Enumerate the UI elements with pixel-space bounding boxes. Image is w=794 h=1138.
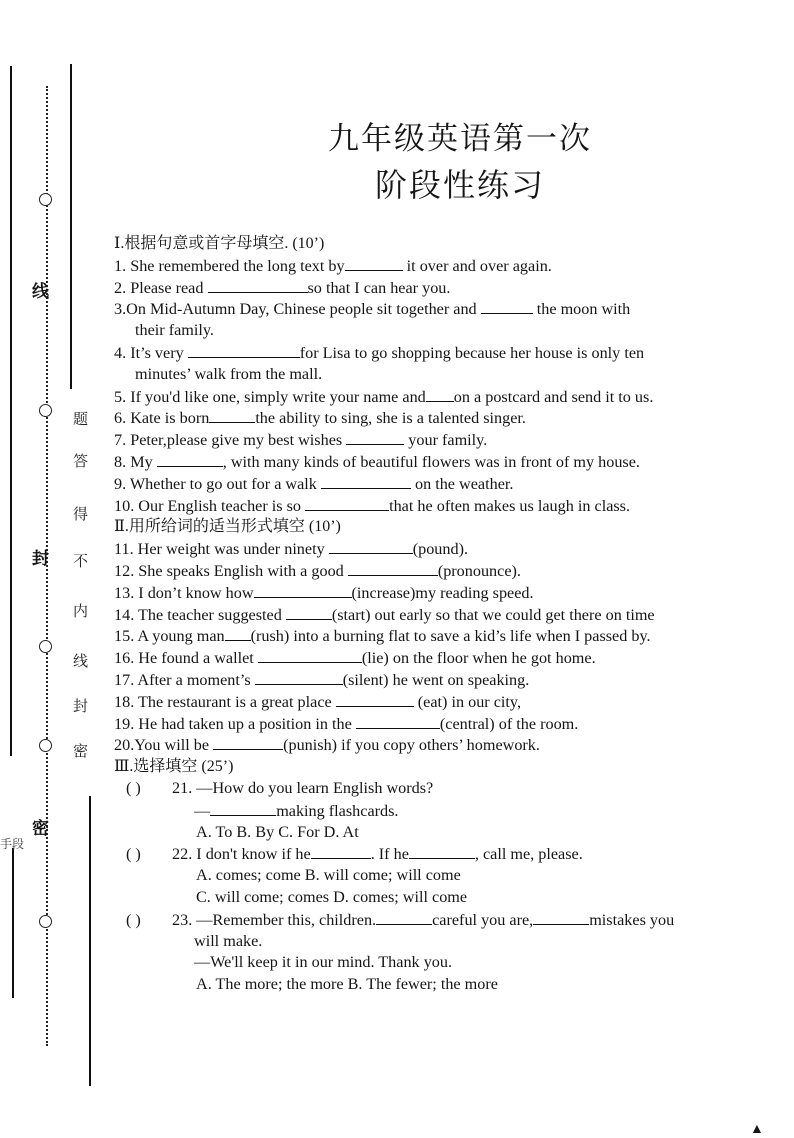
- question-line: [114, 778, 794, 800]
- question-text: careful you are,: [432, 910, 534, 929]
- question-text: —We'll keep it in our mind. Thank you.: [194, 953, 453, 972]
- answer-bracket[interactable]: ( ): [126, 778, 141, 797]
- answer-blank[interactable]: [321, 473, 411, 489]
- answer-blank[interactable]: [533, 909, 589, 925]
- answer-blank[interactable]: [208, 277, 308, 293]
- question-text: the moon with: [532, 300, 631, 319]
- question-text: that he often makes us laugh in class.: [389, 496, 631, 515]
- binding-hole: [39, 739, 52, 752]
- exam-content: [114, 233, 794, 996]
- answer-blank[interactable]: [305, 495, 389, 511]
- question-continuation: [114, 952, 794, 974]
- question-text: 1. She remembered the long text by: [114, 256, 345, 275]
- question-line: [114, 734, 794, 756]
- question-line: [114, 386, 794, 408]
- answer-blank[interactable]: [286, 604, 332, 620]
- question-text: 3.On Mid-Autumn Day, Chinese people sit together and: [114, 300, 481, 319]
- question-text: (pound).: [412, 540, 469, 559]
- question-text: (pronounce).: [437, 561, 521, 580]
- question-text: A. comes; come B. will come; will come: [196, 866, 461, 885]
- answer-blank[interactable]: [157, 451, 223, 467]
- answer-blank[interactable]: [348, 560, 438, 576]
- question-line: [114, 560, 794, 582]
- margin-inner-line-lower: [89, 796, 91, 1086]
- binding-margin: [0, 0, 100, 1134]
- answer-blank[interactable]: [255, 669, 343, 685]
- answer-blank[interactable]: [409, 843, 475, 859]
- binding-hole: [39, 640, 52, 653]
- margin-note-char: 不: [73, 554, 89, 570]
- exam-title-line2: 阶段性练习: [374, 167, 545, 203]
- question-text: 16. He found a wallet: [114, 649, 258, 668]
- question-text: will make.: [194, 931, 263, 950]
- question-text: A. The more; the more B. The fewer; the more: [196, 975, 498, 994]
- margin-outer-line-lower: [12, 848, 14, 998]
- question-text: , with many kinds of beautiful flowers was in front of my house.: [222, 452, 640, 471]
- margin-note-char: 线: [73, 654, 89, 670]
- margin-note-char: 答: [73, 454, 89, 470]
- question-text: for Lisa to go shopping because her house is only ten: [299, 343, 645, 362]
- margin-note-char: 题: [73, 412, 89, 428]
- question-text: , call me, please.: [474, 845, 583, 864]
- question-line: [114, 451, 794, 473]
- question-text: C. will come; comes D. comes; will come: [196, 887, 468, 906]
- question-text: 8. My: [114, 452, 157, 471]
- question-text: . If he: [370, 845, 409, 864]
- answer-blank[interactable]: [210, 800, 276, 816]
- question-continuation: [114, 800, 794, 822]
- question-text: 17. After a moment’s: [114, 670, 255, 689]
- answer-blank[interactable]: [213, 734, 283, 750]
- binding-hole: [39, 404, 52, 417]
- binding-hole: [39, 915, 52, 928]
- question-continuation: [114, 887, 794, 909]
- question-text: 7. Peter,please give my best wishes: [114, 431, 347, 450]
- question-line: [114, 604, 794, 626]
- question-text: 6. Kate is born: [114, 409, 210, 428]
- question-text: mistakes you: [589, 910, 675, 929]
- question-text: their family.: [135, 321, 214, 340]
- question-text: on the weather.: [410, 474, 514, 493]
- question-text: 10. Our English teacher is so: [114, 496, 306, 515]
- answer-blank[interactable]: [346, 429, 404, 445]
- question-text: —: [194, 801, 211, 820]
- section-heading: Ⅰ.根据句意或首字母填空. (10’): [114, 235, 325, 252]
- question-text: 23. —Remember this, children.: [172, 910, 377, 929]
- question-text: 12. She speaks English with a good: [114, 561, 348, 580]
- question-line: [114, 277, 794, 299]
- question-text: your family.: [404, 431, 488, 450]
- question-line: [114, 909, 794, 931]
- question-text: 18. The restaurant is a great place: [114, 692, 336, 711]
- question-line: [114, 407, 794, 429]
- question-text: (eat) in our city,: [413, 692, 522, 711]
- question-line: [114, 582, 794, 604]
- answer-blank[interactable]: [258, 647, 362, 663]
- question-text: 2. Please read: [114, 278, 208, 297]
- margin-note-char: 密: [73, 744, 89, 760]
- question-continuation: [114, 822, 794, 844]
- question-text: it over and over again.: [402, 256, 552, 275]
- question-line: [114, 713, 794, 735]
- answer-blank[interactable]: [356, 713, 440, 729]
- question-text: 21. —How do you learn English words?: [172, 778, 434, 797]
- margin-note-char: 内: [73, 604, 89, 620]
- question-text: 9. Whether to go out for a walk: [114, 474, 321, 493]
- question-line: [114, 538, 794, 560]
- question-continuation: [114, 974, 794, 996]
- answer-blank[interactable]: [254, 582, 352, 598]
- footer-mark: ▲: [750, 1122, 764, 1137]
- question-line: [114, 473, 794, 495]
- question-text: 5. If you'd like one, simply write your name and: [114, 387, 426, 406]
- question-text: 11. Her weight was under ninety: [114, 540, 329, 559]
- question-line: [114, 298, 794, 320]
- question-line: [114, 255, 794, 277]
- question-text: making flashcards.: [276, 801, 399, 820]
- exam-title-line1: 九年级英语第一次: [328, 121, 592, 156]
- question-continuation: [114, 931, 794, 953]
- answer-blank[interactable]: [209, 407, 255, 423]
- section-heading: Ⅲ.选择填空 (25’): [114, 758, 234, 776]
- answer-blank[interactable]: [481, 298, 533, 314]
- question-line: [114, 495, 794, 517]
- binding-hole: [39, 193, 52, 206]
- answer-blank[interactable]: [345, 255, 403, 271]
- question-continuation: [114, 865, 794, 887]
- question-line: [114, 429, 794, 451]
- question-text: (central) of the room.: [439, 714, 579, 733]
- question-line: [114, 691, 794, 713]
- section-heading: Ⅱ.用所给词的适当形式填空 (10’): [114, 518, 341, 536]
- question-line: [114, 669, 794, 691]
- question-text: (lie) on the floor when he got home.: [361, 649, 596, 668]
- answer-bracket[interactable]: ( ): [126, 910, 141, 929]
- answer-bracket[interactable]: ( ): [126, 845, 141, 864]
- question-text: 22. I don't know if he: [172, 845, 311, 864]
- margin-outer-line: [10, 66, 12, 756]
- question-text: (increase)my reading speed.: [351, 583, 534, 602]
- margin-edge-text: 手段: [0, 837, 25, 851]
- answer-blank[interactable]: [329, 538, 413, 554]
- question-text: 13. I don’t know how: [114, 583, 254, 602]
- answer-blank[interactable]: [188, 342, 300, 358]
- question-text: minutes’ walk from the mall.: [135, 364, 323, 383]
- question-text: A. To B. By C. For D. At: [196, 822, 359, 841]
- answer-blank[interactable]: [426, 386, 454, 402]
- seal-char-mi: 密: [32, 819, 49, 838]
- seal-char-feng: 封: [32, 549, 49, 568]
- question-text: (punish) if you copy others’ homework.: [283, 736, 540, 755]
- question-line: [114, 625, 794, 647]
- seal-char-xian: 线: [32, 282, 49, 301]
- question-continuation: [114, 364, 794, 386]
- question-text: so that I can hear you.: [307, 278, 451, 297]
- question-text: (silent) he went on speaking.: [342, 670, 530, 689]
- answer-blank[interactable]: [225, 625, 251, 641]
- question-text: 20.You will be: [114, 736, 214, 755]
- question-line: [114, 647, 794, 669]
- question-text: 15. A young man: [114, 627, 225, 646]
- question-line: [114, 342, 794, 364]
- question-text: (start) out early so that we could get there on time: [331, 605, 655, 624]
- answer-blank[interactable]: [376, 909, 432, 925]
- question-line: [114, 843, 794, 865]
- question-text: 14. The teacher suggested: [114, 605, 286, 624]
- question-text: 19. He had taken up a position in the: [114, 714, 356, 733]
- margin-inner-line: [70, 64, 72, 389]
- question-continuation: [114, 320, 794, 342]
- margin-note-char: 得: [73, 507, 89, 523]
- question-text: 4. It’s very: [114, 343, 188, 362]
- margin-note-char: 封: [73, 699, 89, 715]
- question-text: on a postcard and send it to us.: [453, 387, 654, 406]
- answer-blank[interactable]: [311, 843, 371, 859]
- answer-blank[interactable]: [336, 691, 414, 707]
- question-text: the ability to sing, she is a talented singer.: [255, 409, 526, 428]
- question-text: (rush) into a burning flat to save a kid’s life when I passed by.: [250, 627, 651, 646]
